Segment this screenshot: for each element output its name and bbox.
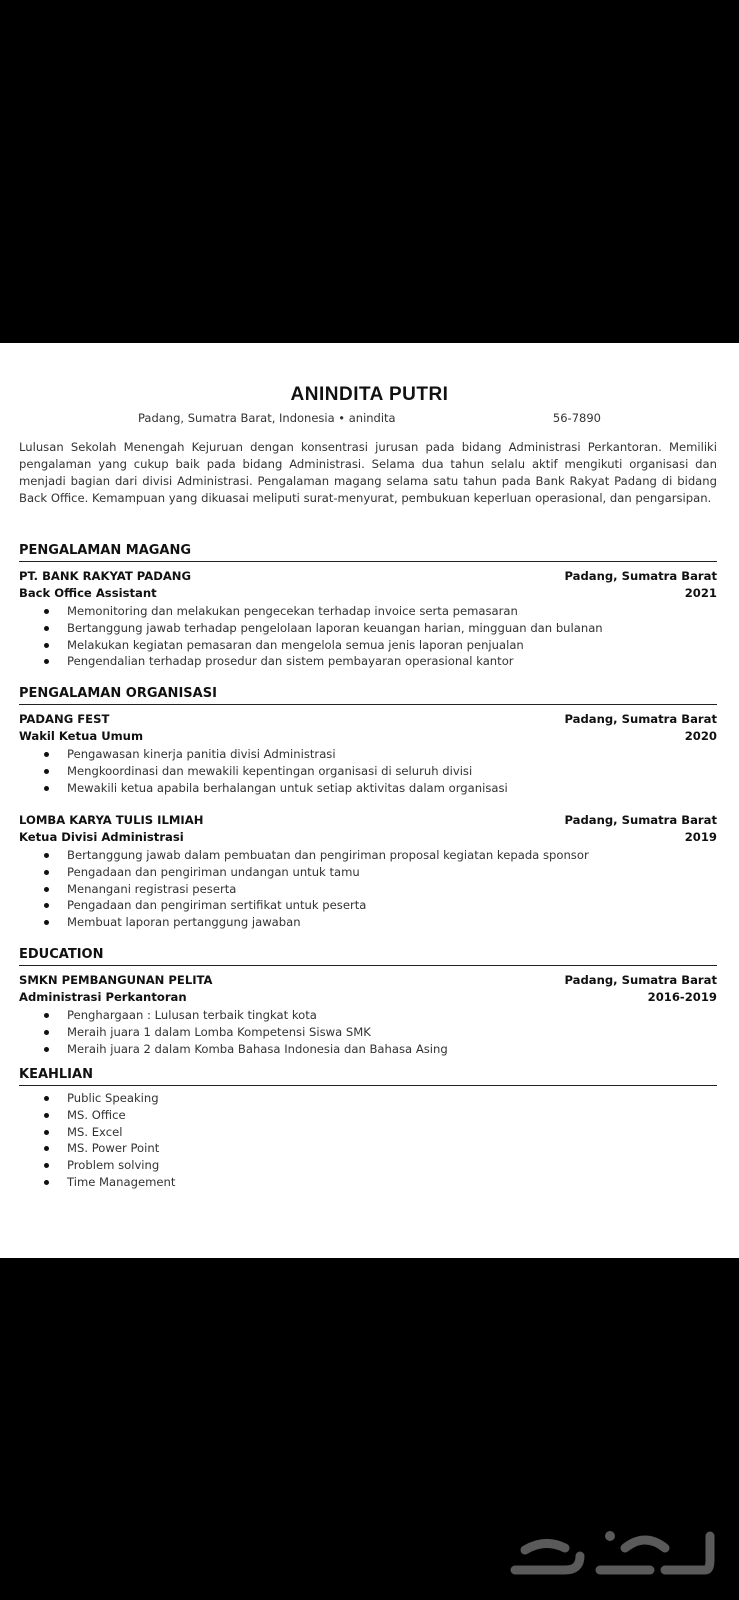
internship-role-row (19, 586, 717, 600)
section-internship-title: PENGALAMAN MAGANG (19, 543, 717, 562)
list-item: Penghargaan : Lulusan terbaik tingkat kota (19, 1007, 717, 1024)
education-years: 2016-2019 (647, 990, 717, 1004)
education-school-row (19, 973, 717, 987)
list-item: MS. Office (19, 1107, 717, 1124)
list-item: MS. Excel (19, 1124, 717, 1141)
org2-year: 2019 (684, 830, 717, 844)
contact-phone-tail: 56-7890 (552, 411, 601, 425)
org1-year: 2020 (684, 729, 717, 743)
list-item: Pengendalian terhadap prosedur dan sistem pembayaran operasional kantor (19, 653, 717, 670)
org1-location: Padang, Sumatra Barat (564, 712, 717, 726)
list-item: Menangani registrasi peserta (19, 881, 717, 898)
list-item: Mewakili ketua apabila berhalangan untuk setiap aktivitas dalam organisasi (19, 780, 717, 797)
list-item: Mengkoordinasi dan mewakili kepentingan organisasi di seluruh divisi (19, 763, 717, 780)
internship-org-row (19, 569, 717, 583)
list-item: MS. Power Point (19, 1140, 717, 1157)
haraj-watermark-logo (505, 1522, 715, 1582)
org2-location: Padang, Sumatra Barat (564, 813, 717, 827)
org2-bullets (19, 847, 717, 931)
list-item: Pengawasan kinerja panitia divisi Administrasi (19, 746, 717, 763)
internship-location: Padang, Sumatra Barat (564, 569, 717, 583)
org1-row (19, 712, 717, 726)
list-item: Bertanggung jawab terhadap pengelolaan laporan keuangan harian, mingguan dan bulanan (19, 620, 717, 637)
org2-name: LOMBA KARYA TULIS ILMIAH (19, 813, 204, 827)
list-item: Pengadaan dan pengiriman sertifikat untuk peserta (19, 897, 717, 914)
org1-role-row (19, 729, 717, 743)
org2-role: Ketua Divisi Administrasi (19, 830, 184, 844)
internship-role: Back Office Assistant (19, 586, 157, 600)
redacted-contact (399, 414, 549, 424)
list-item: Melakukan kegiatan pemasaran dan mengelola semua jenis laporan penjualan (19, 637, 717, 654)
list-item: Memonitoring dan melakukan pengecekan terhadap invoice serta pemasaran (19, 603, 717, 620)
list-item: Problem solving (19, 1157, 717, 1174)
contact-location-email: Padang, Sumatra Barat, Indonesia • anindita (138, 411, 396, 425)
skills-list (19, 1090, 717, 1191)
resume-name: ANINDITA PUTRI (290, 384, 449, 405)
list-item: Pengadaan dan pengiriman undangan untuk tamu (19, 864, 717, 881)
summary-paragraph: Lulusan Sekolah Menengah Kejuruan dengan konsentrasi jurusan pada bidang Administrasi Perkantoran. Memiliki pengalaman yang cukup baik pada bidang Administrasi. Selama dua tahun selalu aktif mengikuti organisasi dan menjadi bagian dari divisi Administrasi. Pengalaman magang selama satu tahun pada Bank Rakyat Padang di bidang Back Office. Kemampuan yang dikuasai meliputi surat-menyurat, pembukuan keperluan operasional, dan pengarsipan. (19, 440, 717, 505)
section-skills-title: KEAHLIAN (19, 1067, 717, 1086)
education-location: Padang, Sumatra Barat (564, 973, 717, 987)
section-education-title: EDUCATION (19, 947, 717, 966)
list-item: Bertanggung jawab dalam pembuatan dan pengiriman proposal kegiatan kepada sponsor (19, 847, 717, 864)
education-major-row (19, 990, 717, 1004)
watermark-dot (605, 1531, 615, 1541)
org1-role: Wakil Ketua Umum (19, 729, 144, 743)
contact-line (0, 411, 739, 425)
resume-document (0, 343, 739, 1258)
internship-year: 2021 (684, 586, 717, 600)
section-organization-title: PENGALAMAN ORGANISASI (19, 686, 717, 705)
internship-bullets (19, 603, 717, 670)
org1-bullets (19, 746, 717, 796)
education-bullets (19, 1007, 717, 1057)
org2-row (19, 813, 717, 827)
list-item: Meraih juara 2 dalam Komba Bahasa Indonesia dan Bahasa Asing (19, 1041, 717, 1058)
list-item: Public Speaking (19, 1090, 717, 1107)
internship-org: PT. BANK RAKYAT PADANG (19, 569, 192, 583)
org1-name: PADANG FEST (19, 712, 110, 726)
list-item: Time Management (19, 1174, 717, 1191)
list-item: Meraih juara 1 dalam Lomba Kompetensi Siswa SMK (19, 1024, 717, 1041)
list-item: Membuat laporan pertanggung jawaban (19, 914, 717, 931)
org2-role-row (19, 830, 717, 844)
top-black-band (0, 0, 739, 343)
education-school: SMKN PEMBANGUNAN PELITA (19, 973, 213, 987)
education-major: Administrasi Perkantoran (19, 990, 187, 1004)
